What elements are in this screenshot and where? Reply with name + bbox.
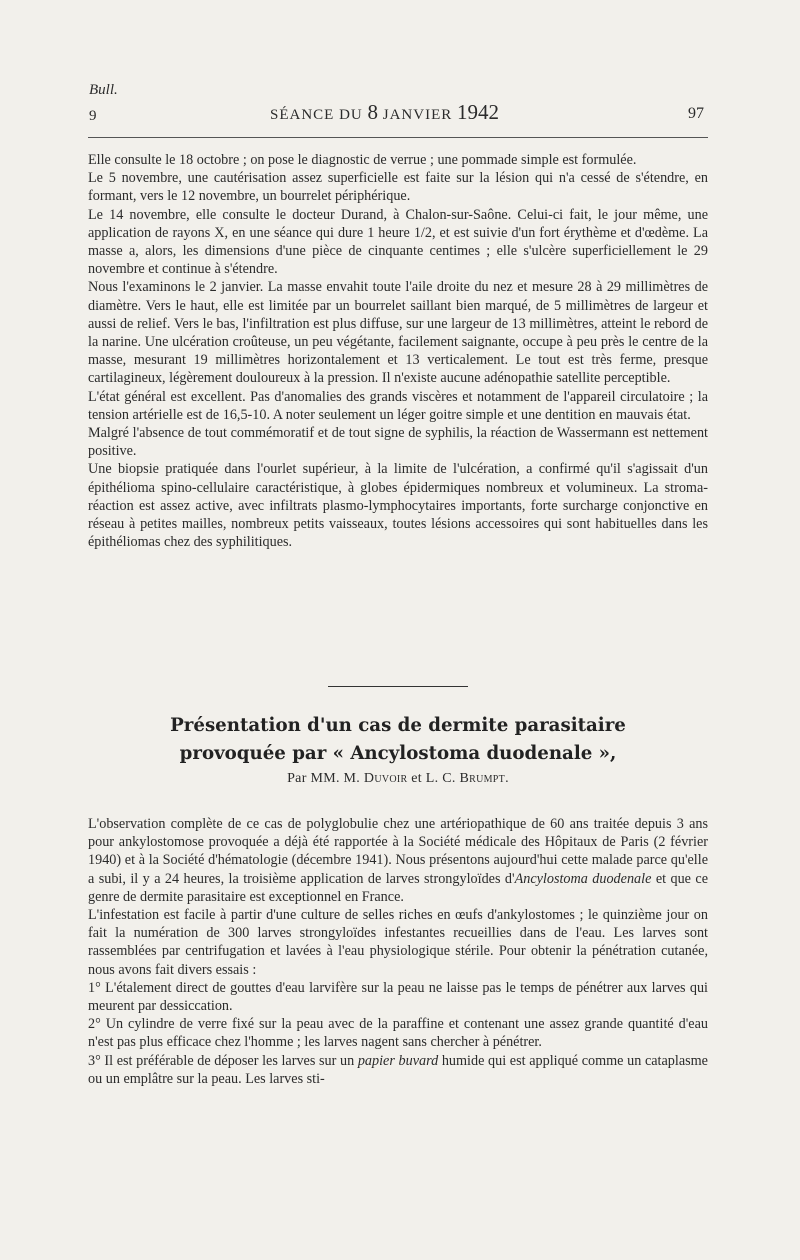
signature-mark: 9 [89,108,97,124]
article-title-line: provoquée par « Ancylostoma duodenale », [179,743,617,764]
italic-term: papier buvard [357,1052,439,1069]
authors-prefix: Par MM. M. [287,771,364,786]
header-rule [88,137,708,138]
paragraph: 2° Un cylindre de verre fixé sur la peau avec de la paraffine et contenant une assez grande quantité d'eau n'est pas plus efficace chez l'homme ; les larves nagent sans chercher à pénétrer. [88,1016,708,1051]
author-name: Duvoir [363,771,408,786]
paragraph [88,1052,708,1088]
paragraph [88,815,708,906]
running-head-prefix: SÉANCE DU [270,107,368,123]
paragraph: Malgré l'absence de tout commémoratif et de tout signe de syphilis, la réaction de Wassermann est nettement positive. [88,425,708,460]
text-run: humide qui est appliqué comme un cataplasme ou un emplâtre sur la peau. Les larves sti- [88,1052,708,1087]
paragraph: Nous l'examinons le 2 janvier. La masse envahit toute l'aile droite du nez et mesure 28 à 29 millimètres de diamètre. Vers le haut, elle est limitée par un bourrelet saillant bien marqué, de 5 millimètres de largeur et aussi de relief. Vers le bas, l'infiltration est plus diffuse, sur une largeur de 13 millimètres, atteint le rebord de la narine. Une ulcération croûteuse, un peu végétante, facilement saignante, occupe à peu près le centre de la masse, mesurant 19 millimètres horizontalement et 13 verticalement. Le tout est très ferme, presque cartilagineux, légèrement douloureux à la pression. Il n'existe aucune adénopathie satellite perceptible. [88,279,708,387]
authors-joiner: et L. C. [407,771,460,786]
section-separator [328,686,468,687]
article-body [88,815,708,1088]
text-run: L'observation complète de ce cas de polyglobulie chez une artériopathique de 60 ans traitée depuis 3 ans pour ankylostomose provoquée a déjà été rapportée à la Société médicale des Hôpitaux de Paris (2 février 1940) et à la Société d'hématologie (décembre 1941). Nous présentons aujourd'hui cette malade parce qu'elle a subi, il y a 24 heures, la troisième application de larves strongyloïdes d' [88,816,708,887]
text-run: 3° Il est préférable de déposer les larves sur un [88,1052,358,1069]
journal-abbreviation: Bull. [89,82,118,98]
text-run: et que ce genre de dermite parasitaire est exceptionnel en France. [88,870,708,905]
paragraph: L'état général est excellent. Pas d'anomalies des grands viscères et notamment de l'appareil circulatoire ; la tension artérielle est de 16,5-10. A noter seulement un léger goitre simple et une dentition en mauvais état. [88,388,708,423]
page-number: 97 [688,105,704,122]
paragraph: 1° L'étalement direct de gouttes d'eau larvifère sur la peau ne laisse pas le temps de pénétrer aux larves qui meurent par dessiccation. [88,979,708,1015]
running-head [270,100,499,125]
authors-suffix: . [505,771,509,786]
paragraph: Le 5 novembre, une cautérisation assez superficielle est faite sur la lésion qui n'a cessé de s'étendre, en formant, vers le 12 novembre, un bourrelet périphérique. [88,170,708,205]
species-name: Ancylostoma duodenale [514,870,652,887]
case-report-text [88,151,708,551]
running-head-day: 8 [367,100,379,124]
paragraph: Une biopsie pratiquée dans l'ourlet supérieur, à la limite de l'ulcération, a confirmé qu'il s'agissait d'un épithélioma spino-cellulaire caractéristique, à globes épidermiques nombreux et volumineux. La stroma-réaction est assez active, avec infiltrats plasmo-lymphocytaires importants, forte surcharge conjonctive en réseau à petites mailles, nombreux petits vaisseaux, toutes lésions accessoires qui sont habituelles dans les épithéliomas chez des syphilitiques. [88,461,708,551]
running-head-year: 1942 [457,100,500,124]
paragraph: Le 14 novembre, elle consulte le docteur Durand, à Chalon-sur-Saône. Celui-ci fait, le jour même, une application de rayons X, en une séance qui dure 1 heure 1/2, et est suivie d'un fort érythème et d'œdème. La masse a, alors, les dimensions d'une pièce de cinquante centimes ; elle s'ulcère superficiellement le 29 novembre et continue à s'étendre. [88,206,708,278]
article-title-line: Présentation d'un cas de dermite parasitaire [170,715,626,736]
article-authors [88,771,708,787]
article-title [88,712,708,768]
paragraph: L'infestation est facile à partir d'une culture de selles riches en œufs d'ankylostomes ; le quinzième jour on fait la numération de 300 larves strongyloïdes infestantes recueillies dans de l'eau. Les larves sont rassemblées par centrifugation et lavées à l'eau physiologique stérile. Pour obtenir la pénétration cutanée, nous avons fait divers essais : [88,907,708,978]
author-name: Brumpt [459,771,506,786]
running-head-month: JANVIER [378,107,458,123]
paragraph: Elle consulte le 18 octobre ; on pose le diagnostic de verrue ; une pommade simple est formulée. [88,152,637,168]
